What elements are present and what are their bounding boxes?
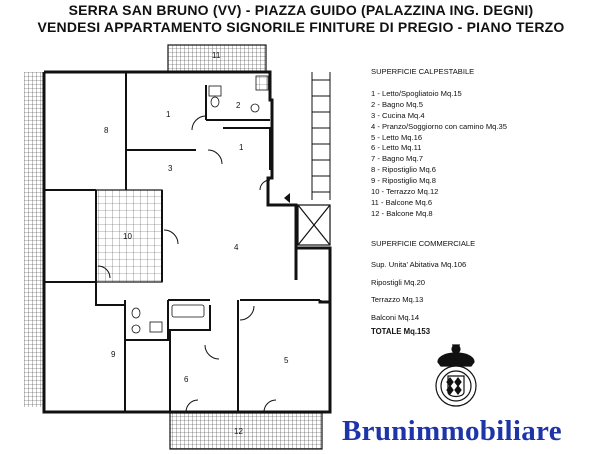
interior-walls <box>44 72 320 412</box>
stair-treads <box>312 72 330 200</box>
commerciale-list <box>371 260 466 330</box>
room-label-12-balcony: 12 <box>234 427 243 436</box>
crest-logo <box>424 340 488 412</box>
room-label-5-bedroom: 5 <box>284 356 289 365</box>
list-item: Balconi Mq.14 <box>371 312 420 322</box>
room-label-4-living: 4 <box>234 243 239 252</box>
floor-plan <box>18 44 348 454</box>
list-item: 10 - Terrazzo Mq.12 <box>371 187 439 197</box>
list-item: 9 - Ripostiglio Mq.8 <box>371 176 436 186</box>
room-label-6-bedroom: 6 <box>184 375 189 384</box>
brand-name: Brunimmobiliare <box>342 415 562 447</box>
room-label-1-closet: 1 <box>239 143 244 152</box>
list-item: Sup. Unita' Abitativa Mq.106 <box>371 260 467 269</box>
list-item: 8 - Ripostiglio Mq.6 <box>371 165 436 175</box>
room-label-3-kitchen: 3 <box>168 164 173 173</box>
list-item: 5 - Letto Mq.16 <box>371 132 423 142</box>
list-item: 11 - Balcone Mq.6 <box>371 197 433 207</box>
list-item: 3 - Cucina Mq.4 <box>371 110 425 120</box>
room-label-8-storage: 8 <box>104 126 109 135</box>
list-item: 1 - Letto/Spogliatoio Mq.15 <box>371 89 462 98</box>
listing-title-description: VENDESI APPARTAMENTO SIGNORILE FINITURE DI PREGIO - PIANO TERZO <box>37 19 565 35</box>
facade-hatch <box>24 72 44 407</box>
list-item: 6 - Letto Mq.11 <box>371 143 422 153</box>
list-item: 2 - Bagno Mq.5 <box>371 99 423 109</box>
room-label-1-bedroom: 1 <box>166 110 171 119</box>
stairwell <box>298 205 330 245</box>
room-label-9-storage: 9 <box>111 350 116 359</box>
calpestabile-list <box>371 89 507 220</box>
list-item: 4 - Pranzo/Soggiorno con camino Mq.35 <box>371 121 507 131</box>
list-item: 12 - Balcone Mq.8 <box>371 208 433 218</box>
room-label-2-bathroom: 2 <box>236 101 241 110</box>
total-area: TOTALE Mq.153 <box>371 327 431 336</box>
list-item: Terrazzo Mq.13 <box>371 295 424 304</box>
commerciale-heading: SUPERFICIE COMMERCIALE <box>371 239 476 248</box>
list-item: 7 - Bagno Mq.7 <box>371 154 423 164</box>
calpestabile-heading: SUPERFICIE CALPESTABILE <box>371 67 475 76</box>
entrance-arrow-icon <box>284 193 290 203</box>
room-label-11-balcony: 11 <box>212 51 221 60</box>
balcony-12 <box>170 413 322 449</box>
listing-title-location: SERRA SAN BRUNO (VV) - PIAZZA GUIDO (PALAZZINA ING. DEGNI) <box>68 2 534 18</box>
room-label-10-terrace: 10 <box>123 232 132 241</box>
list-item: Ripostigli Mq.20 <box>371 277 426 287</box>
